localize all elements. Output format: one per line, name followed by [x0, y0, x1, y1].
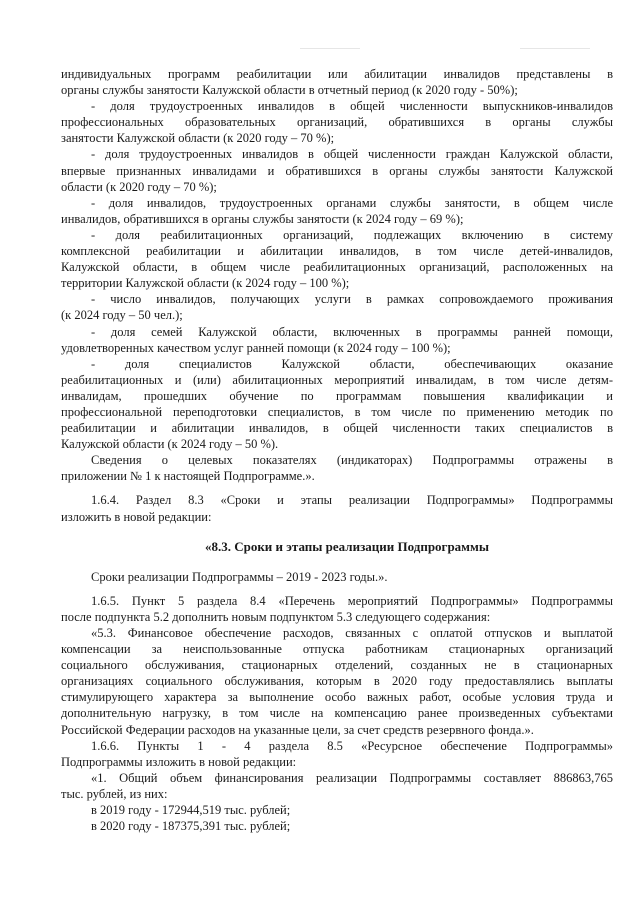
indicator-line: - доля специалистов Калужской области, обеспечивающих оказание	[91, 356, 613, 371]
scan-artifact	[520, 48, 590, 49]
indicator-line: Сведения о целевых показателях (индикаторах) Подпрограммы отражены в	[91, 453, 613, 468]
item-1-6-6-line: 1.6.6. Пункты 1 - 4 раздела 8.5 «Ресурсное обеспечение Подпрограммы»	[91, 738, 613, 753]
item-1-6-5	[61, 593, 613, 625]
indicator-line: впервые признанных инвалидами и обратившихся в органы службы занятости Калужской	[61, 163, 613, 178]
subitem-5-3-line: социального обслуживания, стационарных отделений, созданных не в стационарных	[61, 658, 613, 673]
indicator-line: - доля реабилитационных организаций, подлежащих включению в систему	[91, 227, 613, 242]
indicator-line: - доля семей Калужской области, включенных в программы ранней помощи,	[91, 324, 613, 339]
indicator-line: профессиональной переподготовки специалистов, в том числе по применению методик по	[61, 404, 613, 419]
indicator-line: - число инвалидов, получающих услуги в рамках сопровождаемого проживания	[91, 292, 613, 307]
indicator-line: Калужской области (к 2024 году – 50 %).	[61, 437, 279, 452]
indicator-line: инвалидов, обратившихся в органы службы занятости (к 2024 году – 69 %);	[61, 211, 464, 226]
indicator-line: удовлетворенных качеством услуг ранней помощи (к 2024 году – 100 %);	[61, 340, 451, 355]
subitem-5-3-line: стимулирующего характера за выполнение особо важных работ, особые условия труда и	[61, 690, 613, 705]
indicator-paragraph	[61, 227, 613, 291]
scan-artifact	[300, 48, 360, 49]
subitem-5-3-line: «5.3. Финансовое обеспечение расходов, связанных с оплатой отпусков и выплатой	[91, 626, 613, 640]
indicator-line: комплексной реабилитации и абилитации инвалидов, в том числе детей-инвалидов,	[61, 244, 613, 259]
item-1-6-4	[61, 492, 613, 524]
subitem-5-3-line: компенсации за неиспользованные отпуска работникам стационарных организаций	[61, 642, 613, 657]
indicator-line: приложении № 1 к настоящей Подпрограмме.».	[61, 469, 315, 484]
item-1-6-5-line: 1.6.5. Пункт 5 раздела 8.4 «Перечень мероприятий Подпрограммы» Подпрограммы	[91, 593, 613, 608]
indicator-paragraph	[61, 291, 613, 323]
funding-line: «1. Общий объем финансирования реализации Подпрограммы составляет 886863,765	[91, 770, 613, 785]
indicator-paragraph	[61, 195, 613, 227]
indicator-list	[61, 66, 613, 484]
indicator-line: профессиональных образовательных организаций, обратившихся в органы службы	[61, 115, 613, 130]
subitem-5-3	[61, 625, 613, 738]
indicator-line: - доля инвалидов, трудоустроенных органами службы занятости, в общем числе	[91, 195, 613, 210]
indicator-line: реабилитационных и (или) абилитационных мероприятий инвалидам, в том числе детям-	[61, 372, 613, 387]
indicator-paragraph	[61, 324, 613, 356]
funding-years	[61, 802, 613, 834]
indicator-line: - доля трудоустроенных инвалидов в общей численности граждан Калужской области,	[91, 147, 613, 162]
funding-year-line: в 2020 году - 187375,391 тыс. рублей;	[91, 819, 291, 834]
funding-total	[61, 770, 613, 802]
indicator-line: реабилитации и абилитации инвалидов, в общей численности таких специалистов в	[61, 421, 613, 436]
item-1-6-6-line: Подпрограммы изложить в новой редакции:	[61, 754, 297, 769]
item-1-6-6	[61, 738, 613, 770]
subitem-5-3-line: Российской Федерации расходов на указанные цели, за счет средств резервного фонда.».	[61, 722, 534, 737]
funding-line: тыс. рублей, из них:	[61, 786, 168, 801]
item-1-6-4-line: изложить в новой редакции:	[61, 509, 212, 524]
indicator-line: Калужской области, в общем числе реабилитационных организаций, расположенных на	[61, 260, 613, 275]
section-heading-8-3: «8.3. Сроки и этапы реализации Подпрограммы	[204, 538, 490, 554]
indicator-line: инвалидам, прошедших обучение по программам повышения квалификации и	[61, 388, 613, 403]
indicator-paragraph	[61, 452, 613, 484]
subitem-5-3-line: дополнительную нагрузку, в том числе на компенсацию ранее произведенных субъектами	[61, 706, 613, 721]
item-1-6-5-line: после подпункта 5.2 дополнить новым подпунктом 5.3 следующего содержания:	[61, 609, 491, 624]
terms-text: Сроки реализации Подпрограммы – 2019 - 2023 годы.».	[91, 569, 388, 584]
indicator-line: занятости Калужской области (к 2020 году – 70 %);	[61, 131, 335, 146]
indicator-line: органы службы занятости Калужской области в отчетный период (к 2020 году - 50%);	[61, 83, 518, 98]
subitem-5-3-line: организациях социального обслуживания, которым в 2020 году предоставлялись выплаты	[61, 674, 613, 689]
item-1-6-4-line: 1.6.4. Раздел 8.3 «Сроки и этапы реализации Подпрограммы» Подпрограммы	[91, 493, 613, 508]
funding-year-line: в 2019 году - 172944,519 тыс. рублей;	[91, 803, 291, 818]
indicator-line: области (к 2020 году – 70 %);	[61, 179, 217, 194]
indicator-paragraph	[61, 356, 613, 453]
indicator-line: индивидуальных программ реабилитации или абилитации инвалидов представлены в	[61, 67, 613, 81]
indicator-line: территории Калужской области (к 2024 году – 100 %);	[61, 276, 350, 291]
indicator-line: - доля трудоустроенных инвалидов в общей численности выпускников-инвалидов	[91, 99, 613, 114]
indicator-paragraph	[61, 146, 613, 194]
indicator-paragraph	[61, 66, 613, 98]
indicator-paragraph	[61, 98, 613, 146]
indicator-line: (к 2024 году – 50 чел.);	[61, 308, 183, 323]
